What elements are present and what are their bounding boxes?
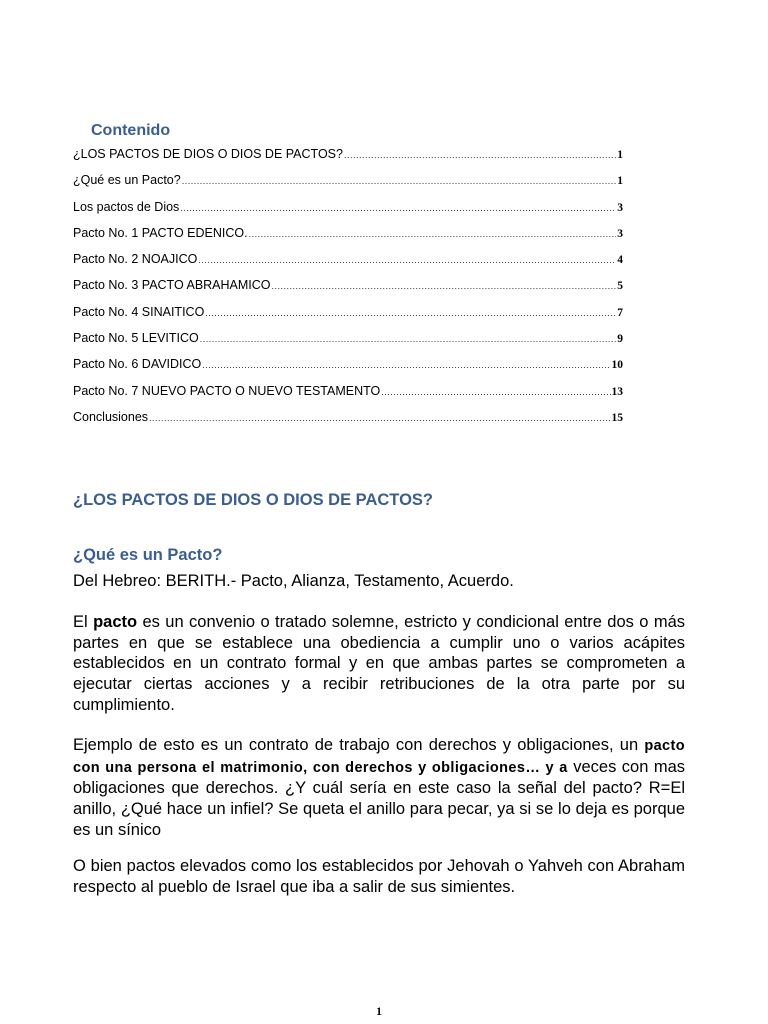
toc-leader-dots (202, 357, 610, 373)
toc-leader-dots (249, 226, 617, 242)
subsection-heading: ¿Qué es un Pacto? (73, 546, 223, 564)
toc-leader-dots (381, 384, 610, 400)
toc-entry-label: Pacto No. 3 PACTO ABRAHAMICO (73, 278, 271, 293)
toc-leader-dots (198, 252, 616, 268)
toc-entry-label: Pacto No. 6 DAVIDICO (73, 357, 202, 372)
toc-entry[interactable] (73, 409, 623, 435)
toc-entry-page: 4 (617, 254, 623, 267)
paragraph-text: es un convenio o tratado solemne, estricto y condicional entre dos o más partes en que se establece una obediencia a cumplir uno o varios acápites establecidos en un contrato formal y en que ambas partes se comprometen a ejecutar ciertas acciones y a recibir retribuciones de la otra parte por su cumplimiento. (73, 613, 685, 714)
toc-entry-label: ¿Qué es un Pacto? (73, 173, 181, 188)
toc-entry-page: 1 (617, 149, 623, 161)
body-paragraph: O bien pactos elevados como los establecidos por Jehovah o Yahveh con Abraham respecto al pueblo de Israel que iba a salir de sus simientes. (73, 857, 685, 896)
toc-entry-page: 5 (617, 280, 623, 293)
paragraph-text: El (73, 613, 94, 631)
toc-entry-label: Los pactos de Dios (73, 199, 180, 214)
toc-entry[interactable] (73, 199, 623, 225)
toc-entry-label: Pacto No. 4 SINAITICO (73, 304, 205, 319)
toc-leader-dots (200, 331, 617, 347)
table-of-contents (73, 146, 623, 435)
toc-entry[interactable] (73, 146, 623, 172)
toc-entry-label: ¿LOS PACTOS DE DIOS O DIOS DE PACTOS? (73, 147, 343, 161)
paragraph-bold-text: pacto con una persona el matrimonio, con derechos y obligaciones… y a (73, 738, 685, 776)
toc-entry[interactable] (73, 330, 623, 356)
paragraph-bold-text: pacto (93, 613, 138, 631)
toc-entry[interactable] (73, 172, 623, 198)
toc-leader-dots (272, 278, 617, 294)
toc-entry-label: Pacto No. 1 PACTO EDENICO. (73, 225, 248, 240)
toc-leader-dots (344, 147, 616, 163)
toc-entry-label: Pacto No. 2 NOAJICO (73, 252, 198, 267)
toc-title: Contenido (91, 122, 171, 139)
toc-entry-page: 13 (611, 385, 623, 398)
toc-entry[interactable] (73, 304, 623, 330)
toc-entry[interactable] (73, 277, 623, 303)
toc-entry-page: 7 (617, 306, 623, 319)
toc-entry[interactable] (73, 251, 623, 277)
toc-entry-label: Pacto No. 7 NUEVO PACTO O NUEVO TESTAMENTO (73, 383, 381, 398)
toc-entry-page: 1 (617, 175, 623, 188)
toc-leader-dots (205, 305, 616, 321)
toc-entry[interactable] (73, 356, 623, 382)
definition-paragraph: Del Hebreo: BERITH.- Pacto, Alianza, Testamento, Acuerdo. (73, 572, 514, 590)
paragraph-text: Ejemplo de esto es un contrato de trabajo con derechos y obligaciones, un (73, 736, 645, 754)
toc-entry[interactable] (73, 383, 623, 409)
toc-entry[interactable] (73, 225, 623, 251)
page-number: 1 (376, 1006, 382, 1018)
toc-entry-label: Pacto No. 5 LEVITICO (73, 331, 199, 346)
toc-entry-page: 15 (611, 411, 623, 424)
toc-entry-page: 9 (617, 333, 623, 346)
toc-leader-dots (180, 200, 616, 216)
toc-entry-label: Conclusiones (73, 409, 149, 424)
toc-entry-page: 3 (617, 201, 623, 214)
toc-entry-page: 10 (611, 359, 623, 372)
body-paragraph (73, 612, 685, 716)
toc-leader-dots (149, 410, 610, 426)
section-heading: ¿LOS PACTOS DE DIOS O DIOS DE PACTOS? (73, 491, 433, 509)
toc-leader-dots (182, 173, 617, 189)
paragraph-text: veces con mas obligaciones que derechos. ¿Y cuál sería en este caso la señal del pacto? R=El anillo, ¿Qué hace un infiel? Se queta el anillo para pecar, ya si se lo deja es porque es un sínico (73, 757, 685, 839)
body-paragraph (73, 735, 685, 841)
toc-entry-page: 3 (617, 227, 623, 240)
